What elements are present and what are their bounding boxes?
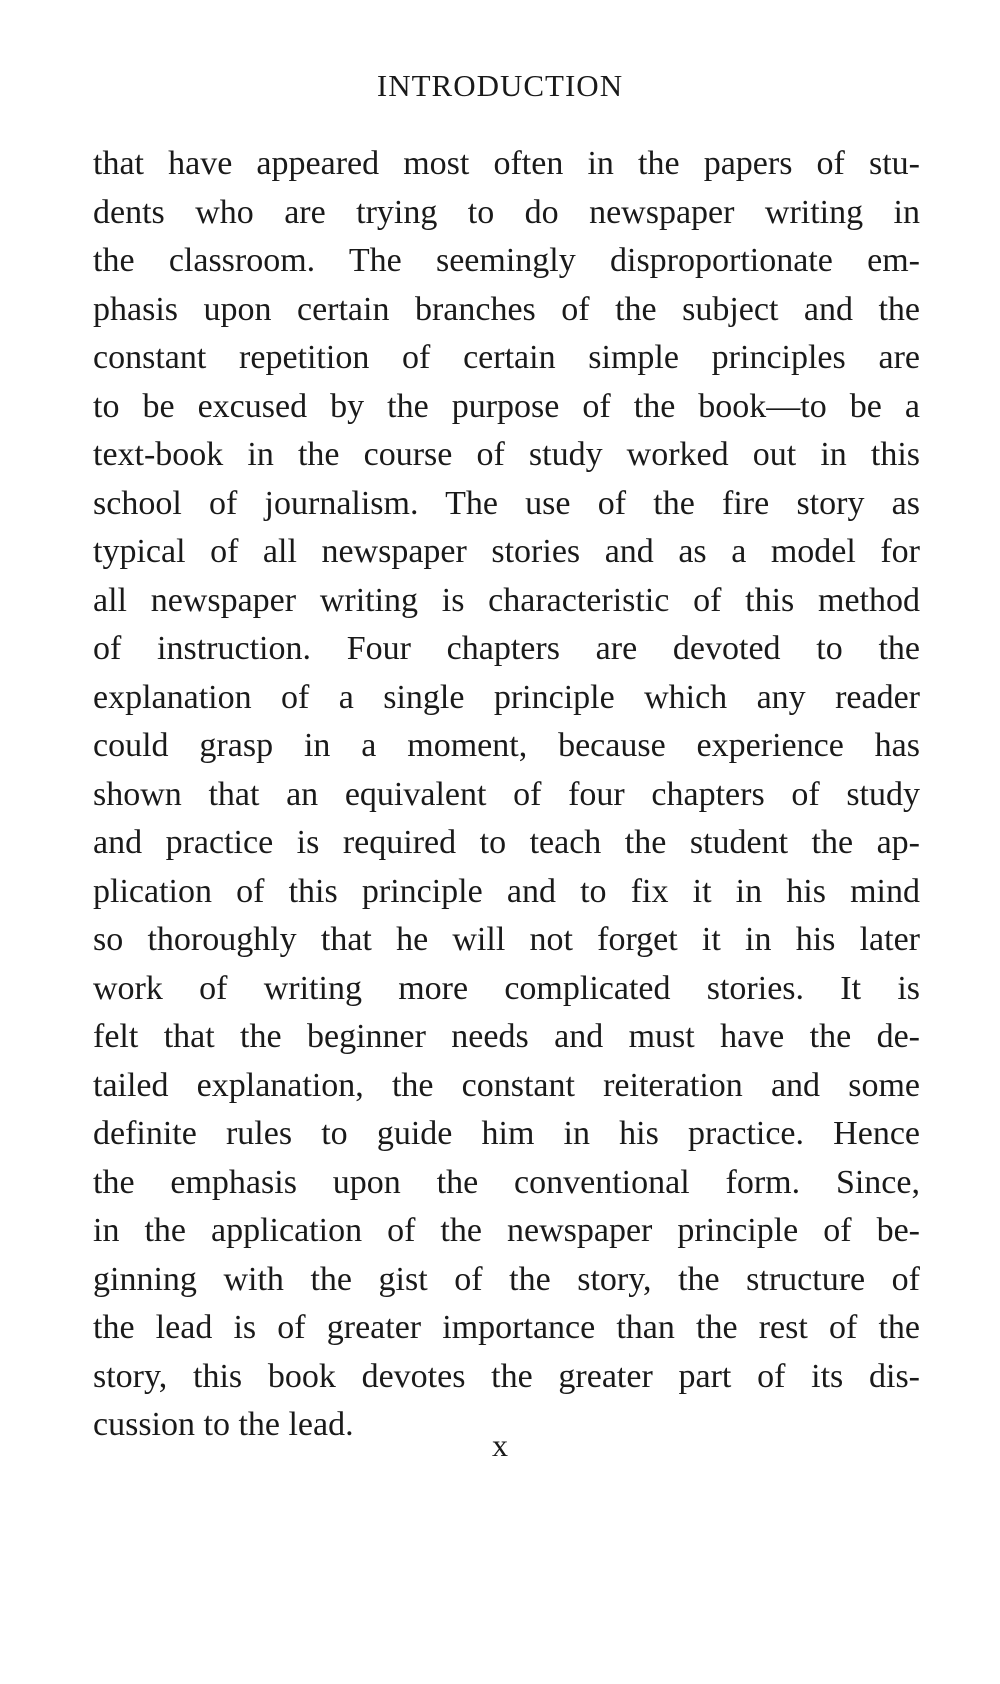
text-line: constant repetition of certain simple principles are (93, 339, 920, 376)
text-line: work of writing more complicated stories. It is (93, 969, 920, 1007)
text-line: the lead is of greater importance than the rest of the (93, 1309, 920, 1346)
text-line: dents who are trying to do newspaper writing in (93, 193, 920, 231)
text-line: story, this book devotes the greater part of its dis- (93, 1357, 920, 1395)
text-line: phasis upon certain branches of the subject and the (93, 290, 920, 328)
text-line: could grasp in a moment, because experience has (93, 727, 920, 764)
text-line: all newspaper writing is characteristic of this method (93, 581, 920, 619)
text-line: ginning with the gist of the story, the structure of (93, 1260, 920, 1298)
text-line: text-book in the course of study worked out in this (93, 436, 920, 473)
text-line: felt that the beginner needs and must have the de- (93, 1018, 920, 1055)
text-line: typical of all newspaper stories and as a model for (93, 533, 920, 570)
text-line: shown that an equivalent of four chapters of study (93, 775, 920, 813)
text-line: of instruction. Four chapters are devoted to the (93, 630, 920, 667)
text-line: plication of this principle and to fix it in his mind (93, 872, 920, 910)
text-line: and practice is required to teach the student the ap- (93, 824, 920, 861)
text-line: that have appeared most often in the papers of stu- (93, 145, 920, 182)
text-line: definite rules to guide him in his practice. Hence (93, 1115, 920, 1152)
text-line-last: cussion to the lead. (93, 1406, 354, 1443)
text-line: tailed explanation, the constant reiteration and some (93, 1066, 920, 1104)
body-paragraph (93, 140, 920, 1450)
running-head: INTRODUCTION (376, 68, 624, 103)
text-line: school of journalism. The use of the fire story as (93, 484, 920, 522)
text-line: to be excused by the purpose of the book—to be a (93, 387, 920, 425)
text-line: explanation of a single principle which any reader (93, 678, 920, 716)
text-line: the classroom. The seemingly disproportionate em- (93, 242, 920, 279)
text-line: in the application of the newspaper principle of be- (93, 1212, 920, 1249)
text-line: the emphasis upon the conventional form. Since, (93, 1163, 920, 1201)
text-line: so thoroughly that he will not forget it in his later (93, 921, 920, 958)
page-number: x (492, 1427, 508, 1463)
